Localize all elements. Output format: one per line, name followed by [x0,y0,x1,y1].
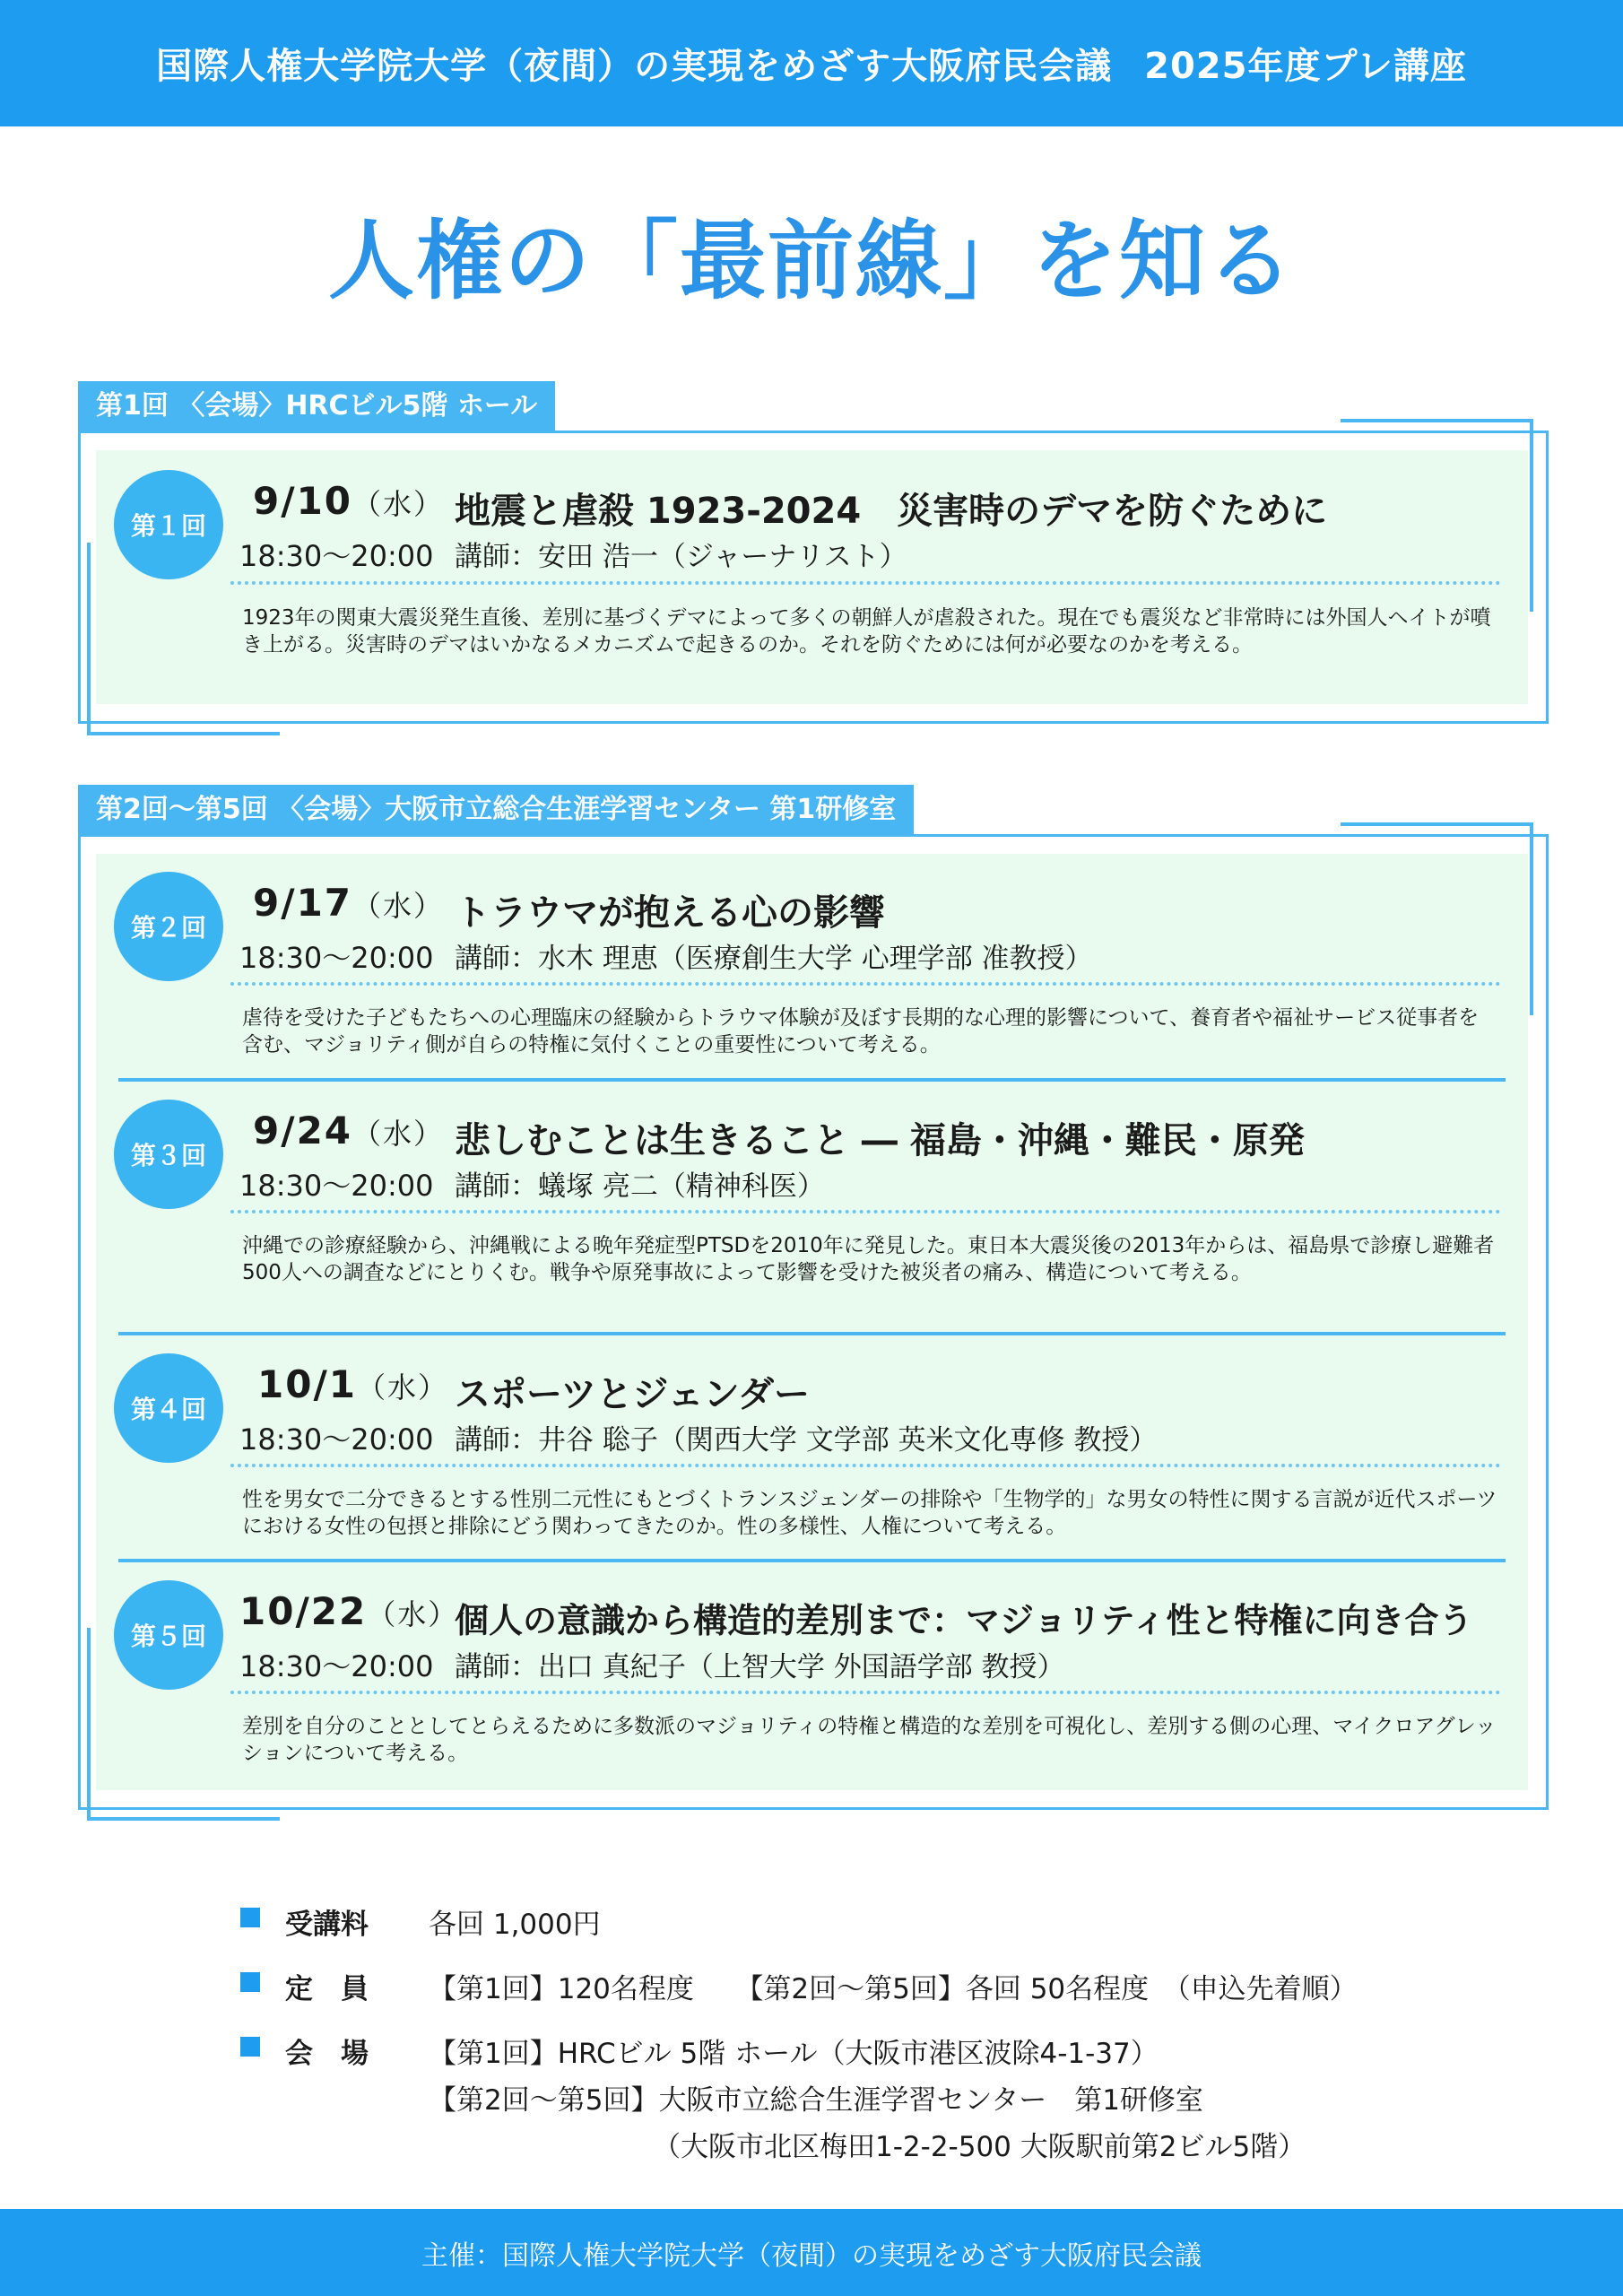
session-description: 沖縄での診療経験から、沖縄戦による晩年発症型PTSDを2010年に発見した。東日本大震災後の2013年からは、福島県で診療し避難者500人への調査などにとりくむ。戦争や原発事故によって影響を受けた被災者の痛み、構造について考える。 [242,1234,1495,1284]
session-title: 地震と虐殺 1923-2024 災害時のデマを防ぐために [455,491,1328,532]
dotted-divider [230,982,1501,986]
session-date: 9/10（水） [253,479,445,523]
session-badge: 第２回 [114,872,223,981]
session-3 [96,1082,1528,1335]
session-description: 1923年の関東大震災発生直後、差別に基づくデマによって多くの朝鮮人が虐殺された。現在でも震災など非常時には外国人ヘイトが噴き上がる。災害時のデマはいかなるメカニズムで起きるのか。それを防ぐためには何が必要なのかを考える。 [242,606,1491,657]
session-badge: 第３回 [114,1100,223,1209]
session-lecturer: 講師：水木 理恵（医療創生大学 心理学部 准教授） [455,943,1093,975]
session-time: 18:30～20:00 [239,941,434,975]
session-time: 18:30～20:00 [239,1169,434,1203]
info-venue-address: （大阪市北区梅田1-2-2-500 大阪駅前第2ビル5階） [653,2131,1306,2163]
session-title: 個人の意識から構造的差別まで：マジョリティ性と特権に向き合う [455,1601,1473,1640]
dotted-divider [230,1464,1501,1467]
deco-line [1341,822,1533,826]
header-series: 2025年度プレ講座 [1144,46,1467,87]
session-title: スポーツとジェンダー [455,1374,810,1415]
deco-line [1341,419,1533,422]
deco-line [87,732,280,735]
header-bar [0,0,1623,126]
bullet-square-icon [240,1908,260,1927]
session-lecturer: 講師：井谷 聡子（関西大学 文学部 英米文化専修 教授） [455,1424,1158,1457]
session-time: 18:30～20:00 [239,539,434,573]
deco-line [87,543,91,735]
session-date: 10/22（水） [239,1589,459,1633]
session-lecturer: 講師：出口 真紀子（上智大学 外国語学部 教授） [455,1651,1065,1683]
session-1 [96,450,1528,704]
page-title: 人権の「最前線」を知る [328,211,1295,311]
session-date: 9/17（水） [253,881,445,925]
dotted-divider [230,581,1501,585]
dotted-divider [230,1210,1501,1213]
session-4 [96,1335,1528,1560]
session-2 [96,854,1528,1078]
session-title: 悲しむことは生きること ― 福島・沖縄・難民・原発 [455,1120,1305,1161]
session-time: 18:30～20:00 [239,1422,434,1457]
venue1-panel [96,450,1528,704]
session-5 [96,1562,1528,1790]
header-org: 国際人権大学院大学（夜間）の実現をめざす大阪府民会議 [156,46,1113,87]
session-lecturer: 講師：蟻塚 亮二（精神科医） [455,1170,825,1203]
venue1-tab: 第1回 〈会場〉HRCビル5階 ホール [78,381,555,430]
deco-line [87,1628,91,1821]
session-description: 差別を自分のこととしてとらえるために多数派のマジョリティの特権と構造的な差別を可視化し、差別する側の心理、マイクロアグレッションについて考える。 [242,1715,1497,1765]
session-time: 18:30～20:00 [239,1649,434,1683]
dotted-divider [230,1691,1501,1694]
deco-line [1530,822,1533,1015]
info-block: 受講料 各回 1,000円 定 員 【第1回】120名程度 【第2回～第5回】各回 50名程度 （申込先着順） 会 場 【第1回】HRCビル 5階 ホール（大阪市港区波除4-1-37） 【第2回～第5回】大阪市立総合生涯学習センター 第1研修室 （大阪市北区梅田1-2-2-500 大阪駅前第2ビル5階） [240,1901,1406,2170]
session-title: トラウマが抱える心の影響 [455,892,885,934]
info-venue-2: 【第2回～第5回】大阪市立総合生涯学習センター 第1研修室 [429,2084,1203,2117]
session-description: 性を男女で二分できるとする性別二元性にもとづくトランスジェンダーの排除や「生物学的」な男女の特性に関する言説が近代スポーツにおける女性の包摂と排除にどう関わってきたのか。性の多様性、人権について考える。 [242,1488,1497,1538]
bullet-square-icon [240,2037,260,2057]
session-date: 9/24（水） [253,1109,445,1152]
venue2-panel [96,854,1528,1790]
session-badge: 第５回 [114,1580,223,1690]
deco-line [1530,419,1533,612]
session-badge: 第１回 [114,470,223,579]
venue2-tab: 第2回～第5回 〈会場〉大阪市立総合生涯学習センター 第1研修室 [78,785,914,834]
session-badge: 第４回 [114,1353,223,1463]
session-lecturer: 講師：安田 浩一（ジャーナリスト） [455,541,907,573]
bullet-square-icon [240,1972,260,1992]
deco-line [87,1817,280,1821]
session-date: 10/1（水） [257,1362,449,1406]
footer-bar: 主催：国際人権大学院大学（夜間）の実現をめざす大阪府民会議 [0,2209,1623,2296]
session-description: 虐待を受けた子どもたちへの心理臨床の経験からトラウマ体験が及ぼす長期的な心理的影響について、養育者や福祉サービス従事者を含む、マジョリティ側が自らの特権に気付くことの重要性について考える。 [242,1006,1480,1057]
